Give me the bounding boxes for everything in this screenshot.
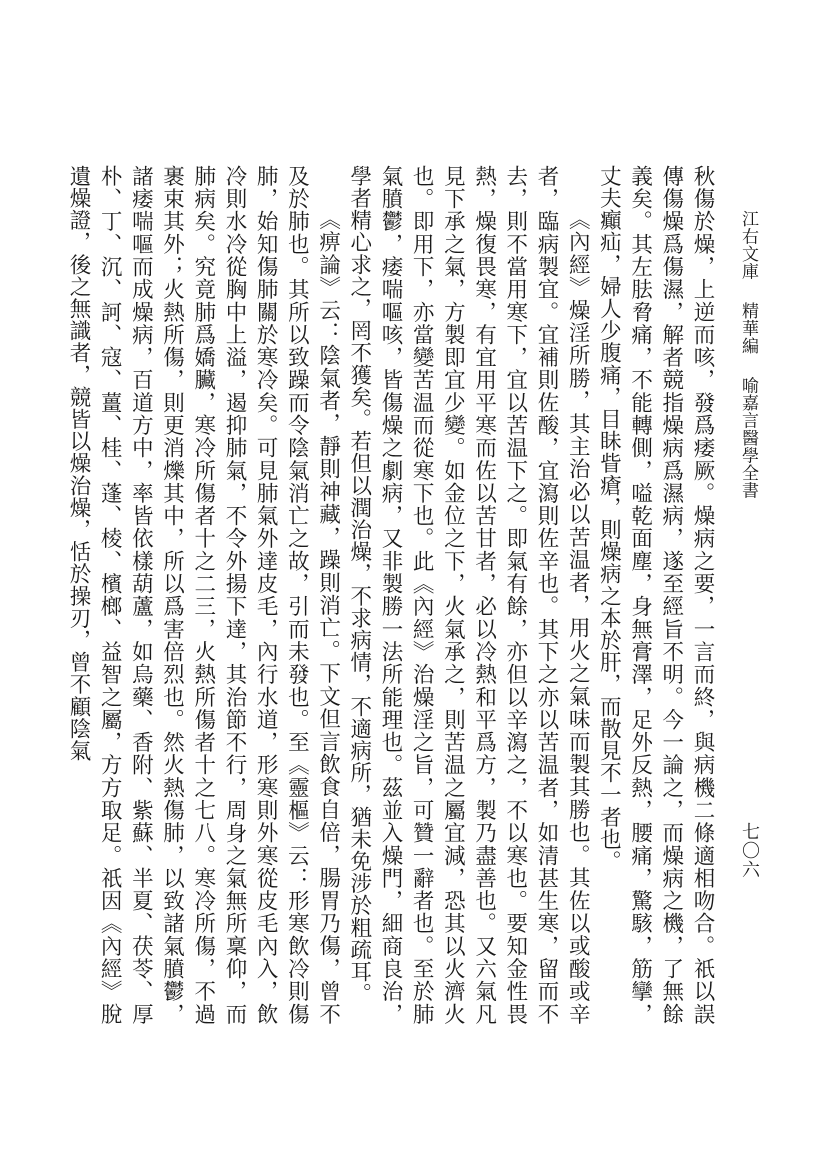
header-volume: 精華編 xyxy=(738,302,758,355)
paragraph-3: 《痹論》云：陰氣者，靜則神藏，躁則消亡。下文但言飲食自倍，腸胃乃傷，曾不及於肺也。其所以致躁而令陰氣消亡之故，引而未發也。至《靈樞》云：形寒飲冷則傷肺，始知傷肺關於寒冷矣。可見肺氣外達皮毛，內行水道，形寒則外寒從皮毛內入，飲冷則水冷從胸中上溢，遏抑肺氣，不令外揚下達，其治節不行，周身之氣無所稟仰，而肺病矣。究竟肺爲嬌臟，寒冷所傷者十之二三，火熱所傷者十之七八。寒冷所傷，不過裹束其外；火熱所傷，則更消爍其中，所以爲害倍烈也。然火熱傷肺，以致諸氣膹鬱，諸痿喘嘔而成燥病，百道方中，率皆依樣葫蘆，如烏藥、香附、紫蘇、半夏、茯苓、厚朴、丁、沉、訶、寇、薑、桂、蓬、棱、檳榔、益智之屬，方方取足。祇因《內經》脫遺燥證，後之無識者，競皆以燥治燥，恬於操刃，曾不顧陰氣 xyxy=(65,165,341,1025)
page-number: 七〇六 xyxy=(739,822,760,879)
paragraph-2: 《內經》燥淫所勝，其主治必以苦温者，用火之氣味而製其勝也。其佐以或酸或辛者，臨病製宜。宜補則佐酸，宜瀉則佐辛也。其下之亦以苦温者，如清甚生寒，留而不去，則不當用寒下，宜以苦温下之。即氣有餘，亦但以辛瀉之，不以寒也。要知金性畏熱，燥復畏寒，有宜用平寒而佐以苦甘者，必以冷熱和平爲方，製乃盡善也。又六氣凡見下承之氣，方製即宜少變。如金位之下，火氣承之，則苦温之屬宜減，恐其以火濟火也。即用下，亦當變苦温而從寒下也。此《內經》治燥淫之旨，可贊一辭者也。至於肺氣膹鬱，痿喘嘔咳，皆傷燥之劇病，又非製勝一法所能理也。茲並入燥門，細商良治，學者精心求之，罔不獲矣。若但以潤治燥，不求病情，不適病所，猶未免涉於粗疏耳。 xyxy=(346,165,591,1025)
header-book-title: 喻嘉言醫學全書 xyxy=(738,376,758,499)
running-header xyxy=(736,210,761,670)
header-series: 江右文庫 xyxy=(738,210,758,280)
body-text xyxy=(65,165,718,1025)
paragraph-1: 秋傷於燥，上逆而咳，發爲痿厥。燥病之要，一言而終，與病機二條適相吻合。祇以誤傳傷燥爲傷濕，解者競指燥病爲濕病，遂至經旨不明。今一論之，而燥病之機，了無餘義矣。其左胠脅痛，不能轉側，嗌乾面塵，身無膏澤，足外反熱，腰痛，驚駭，筋攣，丈夫癲疝，婦人少腹痛，目眛眥瘡，則燥病之本於肝，而散見不一者也。 xyxy=(596,165,715,1025)
